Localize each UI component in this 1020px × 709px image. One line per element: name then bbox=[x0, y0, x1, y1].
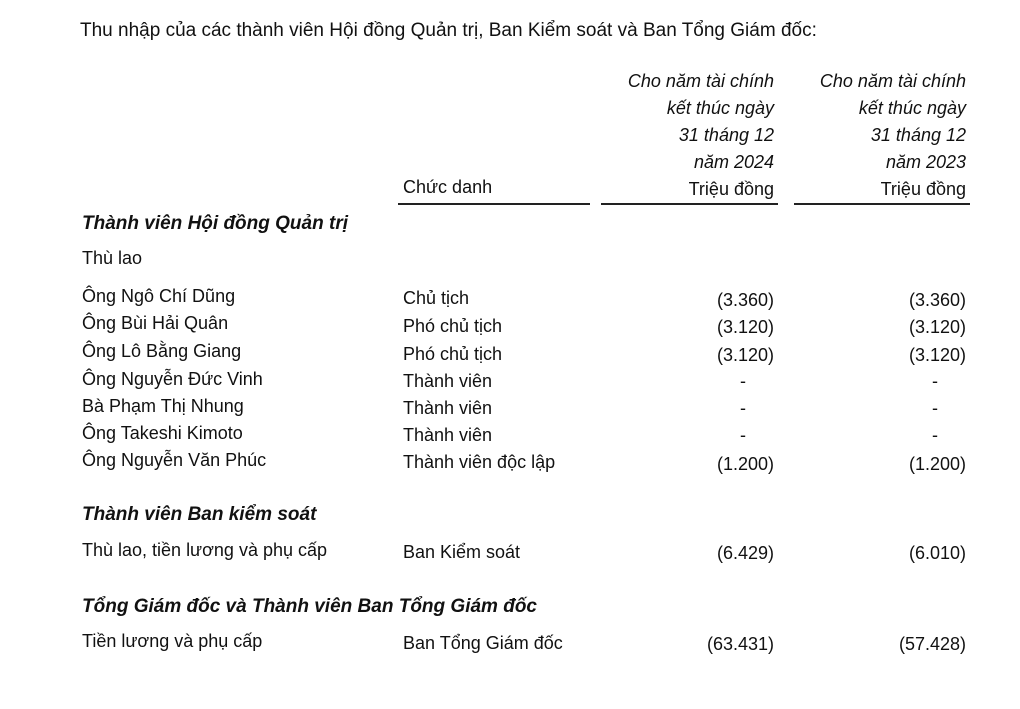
row-name: Ông Lô Bằng Giang bbox=[82, 341, 242, 361]
row-value-2023: - bbox=[932, 425, 938, 445]
row-value-2023: (3.120) bbox=[908, 345, 966, 365]
row-title: Thành viên độc lập bbox=[403, 452, 556, 472]
row-value-2024: (1.200) bbox=[716, 454, 774, 474]
row-title: Phó chủ tịch bbox=[403, 344, 503, 364]
row-value-2024: - bbox=[740, 425, 746, 445]
column-header-2023-unit: Triệu đồng bbox=[880, 179, 966, 199]
row-title: Thành viên bbox=[403, 398, 493, 418]
intro-text: Thu nhập của các thành viên Hội đồng Quản trị, Ban Kiểm soát và Ban Tổng Giám đốc: bbox=[80, 20, 817, 41]
row-name: Ông Bùi Hải Quân bbox=[82, 313, 229, 333]
column-header-2023 bbox=[820, 68, 966, 203]
row-title: Chủ tịch bbox=[403, 288, 470, 308]
column-header-2024-unit: Triệu đồng bbox=[688, 179, 774, 199]
column-header-2024 bbox=[628, 68, 774, 203]
row-name: Ông Ngô Chí Dũng bbox=[82, 286, 236, 306]
column-header-2024-line1: Cho năm tài chính bbox=[627, 71, 774, 91]
column-header-2024-line2: kết thúc ngày bbox=[666, 98, 774, 118]
row-name: Tiền lương và phụ cấp bbox=[82, 631, 263, 651]
row-value-2024: (63.431) bbox=[706, 634, 774, 654]
header-rule-2023 bbox=[794, 203, 970, 205]
row-title: Thành viên bbox=[403, 371, 493, 391]
row-value-2024: (6.429) bbox=[716, 543, 774, 563]
row-title: Thành viên bbox=[403, 425, 493, 445]
row-value-2024: - bbox=[740, 398, 746, 418]
row-title: Ban Tổng Giám đốc bbox=[403, 633, 563, 653]
column-header-2023-line3: 31 tháng 12 bbox=[870, 125, 966, 145]
header-rule-2024 bbox=[601, 203, 778, 205]
row-title: Phó chủ tịch bbox=[403, 316, 503, 336]
row-name: Ông Nguyễn Văn Phúc bbox=[82, 450, 267, 470]
row-value-2024: - bbox=[740, 371, 746, 391]
section-heading-management: Tổng Giám đốc và Thành viên Ban Tổng Giám đốc bbox=[82, 596, 537, 617]
section-heading-board: Thành viên Hội đồng Quản trị bbox=[82, 213, 348, 234]
column-header-2023-line1: Cho năm tài chính bbox=[819, 71, 966, 91]
row-name: Thù lao, tiền lương và phụ cấp bbox=[82, 540, 328, 560]
section-heading-supervisory: Thành viên Ban kiểm soát bbox=[82, 504, 317, 525]
row-value-2023: (3.120) bbox=[908, 317, 966, 337]
column-header-2023-line4: năm 2023 bbox=[885, 152, 966, 172]
row-value-2023: (1.200) bbox=[908, 454, 966, 474]
row-value-2024: (3.120) bbox=[716, 317, 774, 337]
column-header-title: Chức danh bbox=[403, 177, 493, 197]
row-value-2023: (6.010) bbox=[908, 543, 966, 563]
row-name: Bà Phạm Thị Nhung bbox=[82, 396, 244, 416]
row-value-2024: (3.360) bbox=[716, 290, 774, 310]
row-name: Ông Nguyễn Đức Vinh bbox=[82, 369, 263, 389]
row-value-2023: - bbox=[932, 398, 938, 418]
row-value-2023: (3.360) bbox=[908, 290, 966, 310]
column-header-2024-line4: năm 2024 bbox=[693, 152, 774, 172]
row-value-2023: (57.428) bbox=[898, 634, 966, 654]
subheading-remuneration: Thù lao bbox=[82, 248, 143, 268]
header-rule-title bbox=[398, 203, 590, 205]
column-header-2023-line2: kết thúc ngày bbox=[858, 98, 966, 118]
row-name: Ông Takeshi Kimoto bbox=[82, 423, 243, 443]
row-value-2023: - bbox=[932, 371, 938, 391]
column-header-2024-line3: 31 tháng 12 bbox=[678, 125, 774, 145]
row-value-2024: (3.120) bbox=[716, 345, 774, 365]
row-title: Ban Kiểm soát bbox=[403, 542, 521, 562]
